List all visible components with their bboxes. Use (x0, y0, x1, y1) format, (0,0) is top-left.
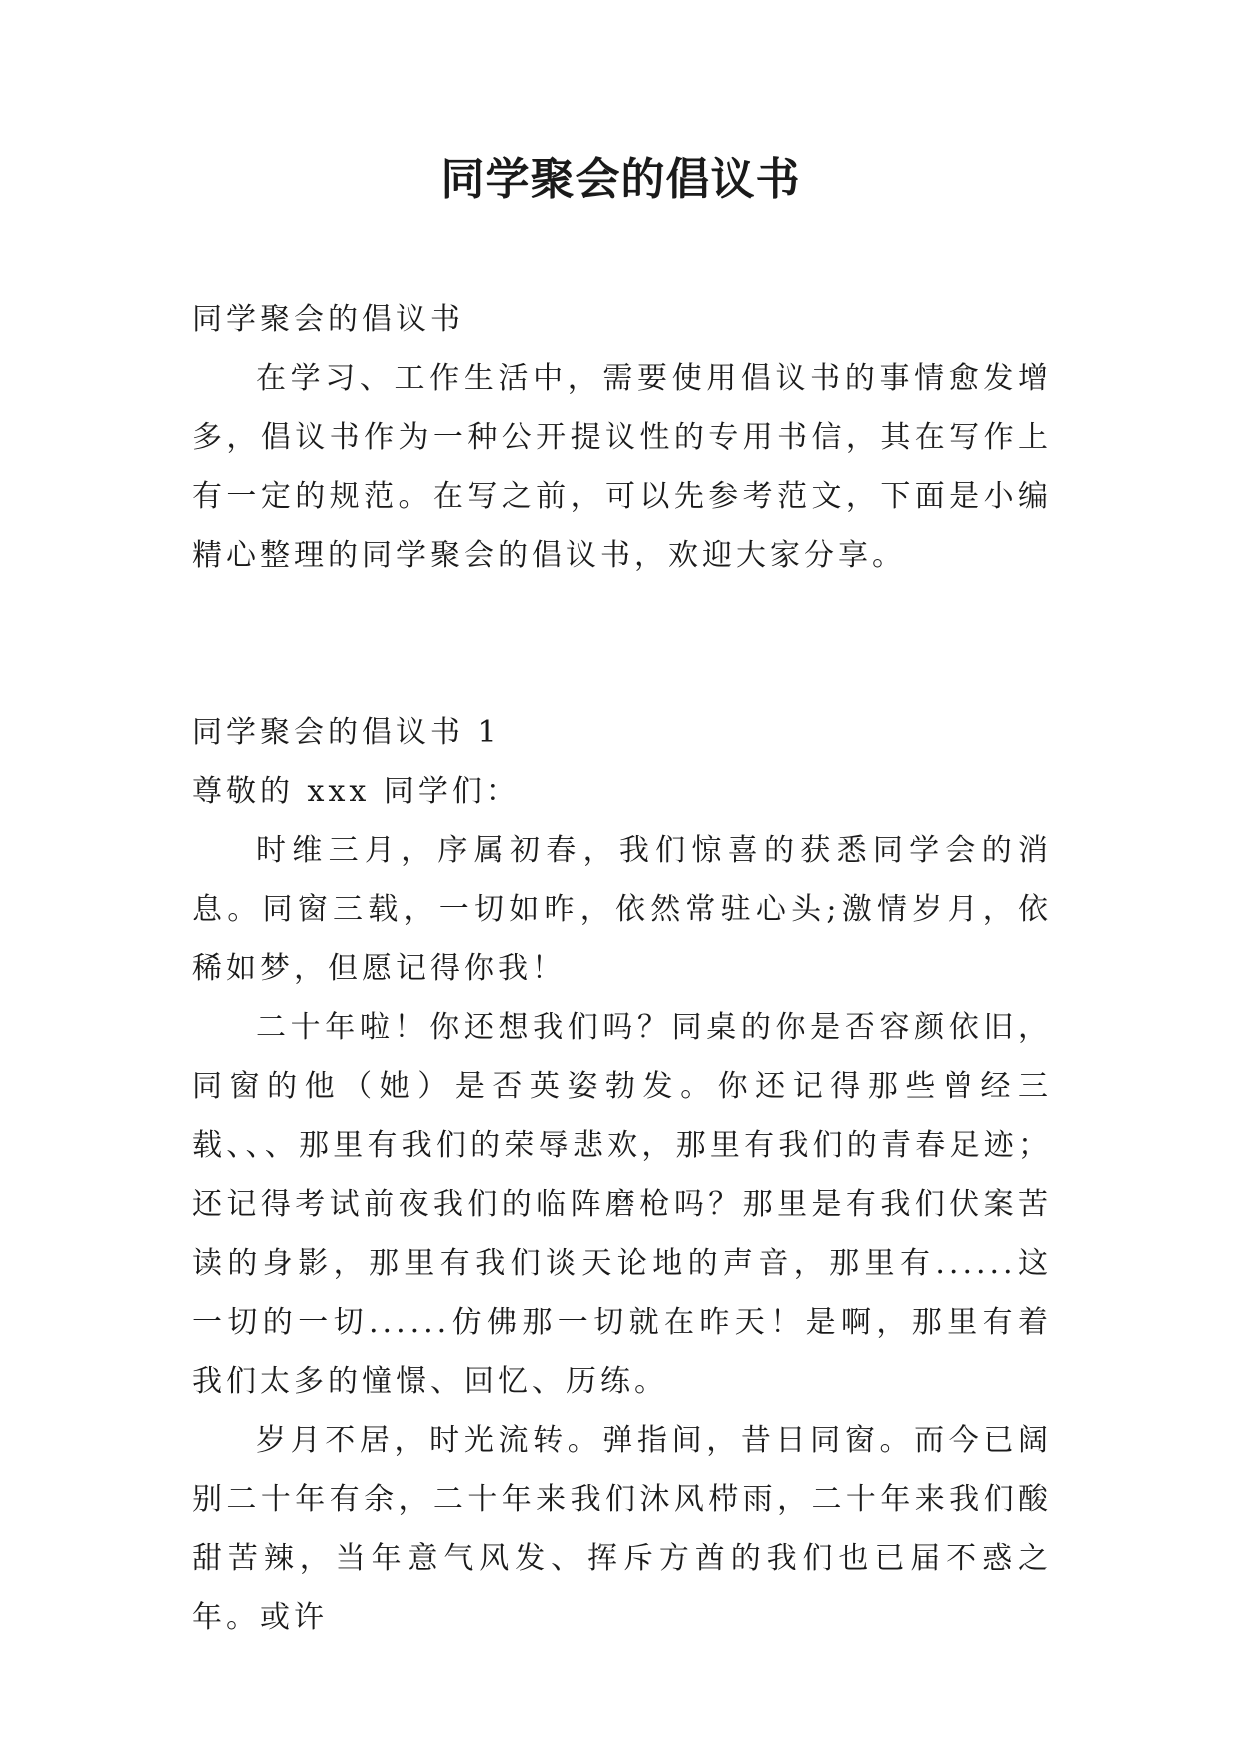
section-spacer (192, 585, 1052, 703)
body-paragraph-1: 时维三月，序属初春，我们惊喜的获悉同学会的消息。同窗三载，一切如昨，依然常驻心头;激情岁月，依稀如梦，但愿记得你我！ (192, 833, 1052, 986)
body-paragraph-2: 二十年啦！你还想我们吗？同桌的你是否容颜依旧，同窗的他（她）是否英姿勃发。你还记得那些曾经三载、、、那里有我们的荣辱悲欢，那里有我们的青春足迹；还记得考试前夜我们的临阵磨枪吗？那里是有我们伏案苦读的身影，那里有我们谈天论地的声音，那里有......这一切的一切......仿佛那一切就在昨天！是啊，那里有着我们太多的憧憬、回忆、历练。 (192, 1010, 1052, 1399)
intro-paragraph: 在学习、工作生活中，需要使用倡议书的事情愈发增多，倡议书作为一种公开提议性的专用书信，其在写作上有一定的规范。在写之前，可以先参考范文，下面是小编精心整理的同学聚会的倡议书，欢迎大家分享。 (192, 361, 1052, 573)
salutation: 尊敬的 xxx 同学们： (192, 774, 520, 809)
document-title: 同学聚会的倡议书 (440, 154, 801, 205)
body-paragraph-3: 岁月不居，时光流转。弹指间，昔日同窗。而今已阔别二十年有余，二十年来我们沐风栉雨，二十年来我们酸甜苦辣，当年意气风发、挥斥方酋的我们也已届不惑之年。或许 (192, 1423, 1052, 1635)
document-body (192, 290, 1052, 1647)
section-heading: 同学聚会的倡议书 1 (192, 715, 501, 750)
document-subtitle: 同学聚会的倡议书 (192, 302, 464, 337)
